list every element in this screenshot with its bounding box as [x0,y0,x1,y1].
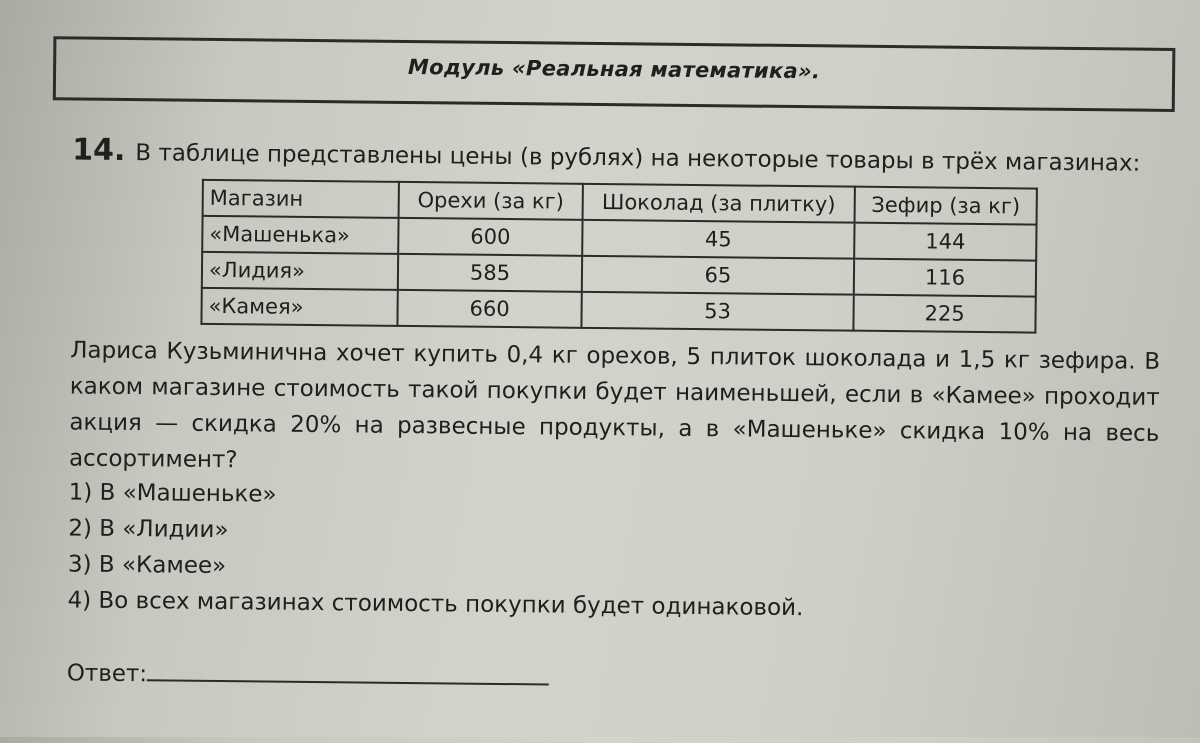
store-name-cell: «Машенька» [202,216,398,254]
store-name-cell: «Камея» [201,288,397,326]
task-intro: В таблице представлены цены (в рублях) на некоторые товары в трёх магазинах: [135,140,1141,177]
table-cell: 600 [398,218,582,256]
table-cell: 65 [582,256,854,295]
table-header-cell: Зефир (за кг) [855,187,1037,225]
table-cell: 225 [853,295,1035,333]
answer-area [67,656,550,691]
table-header-cell: Орехи (за кг) [399,182,583,220]
table-header-cell: Магазин [203,180,399,218]
table-cell: 660 [397,290,581,328]
price-table [200,179,1037,334]
module-header-box [53,36,1176,112]
option-2: 2) В «Лидии» [68,515,229,544]
table-cell: 585 [398,254,582,292]
table-cell: 53 [581,292,853,331]
answer-options [67,474,804,626]
module-title: Модуль «Реальная математика». [407,54,821,84]
option-1: 1) В «Машеньке» [68,479,277,508]
task-number: 14. [72,132,126,169]
answer-label: Ответ: [66,660,148,688]
table-cell: 144 [854,223,1036,261]
option-4: 4) Во всех магазинах стоимость покупки будет одинаковой. [67,587,804,622]
answer-blank-line [147,657,549,685]
option-3: 3) В «Камее» [67,551,227,580]
table-header-cell: Шоколад (за плитку) [583,184,855,223]
table-row [201,288,1035,333]
table-cell: 116 [854,259,1036,297]
task-statement [72,132,1140,178]
store-name-cell: «Лидия» [202,252,398,290]
table-cell: 45 [582,220,854,259]
problem-text: Лариса Кузьминична хочет купить 0,4 кг орехов, 5 плиток шоколада и 1,5 кг зефира. В каком магазине стоимость такой покупки будет наименьшей, если в «Камее» проходит акция — скидка 20% на развесные продукты, а в «Машеньке» скидка 10% на весь ассортимент? [68,337,1161,474]
